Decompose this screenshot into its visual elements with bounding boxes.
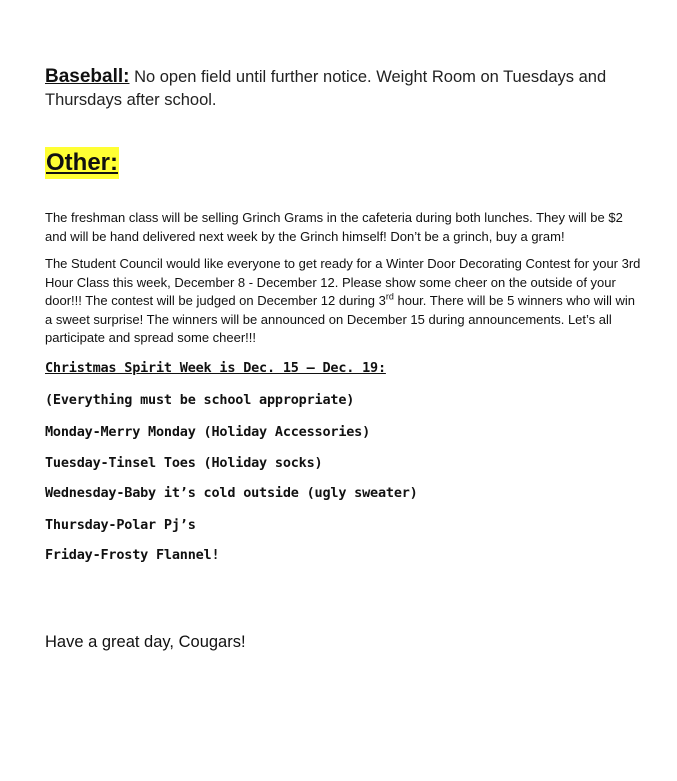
other-heading: Other: xyxy=(45,147,119,179)
baseball-announcement xyxy=(45,65,645,112)
baseball-text: No open field until further notice. Weight Room on Tuesdays and Thursdays after school. xyxy=(45,68,607,109)
closing-line: Have a great day, Cougars! xyxy=(45,633,246,651)
spirit-day-monday: Monday-Merry Monday (Holiday Accessories) xyxy=(45,424,371,440)
spirit-day-wednesday: Wednesday-Baby it’s cold outside (ugly sweater) xyxy=(45,485,418,501)
spirit-week-note: (Everything must be school appropriate) xyxy=(45,392,355,408)
baseball-label: Baseball: xyxy=(45,66,130,87)
door-contest-text-2: hour. There will be 5 winners who will win a sweet surprise! The winners will be announced on December 15 during announcements. Let’s all participate and spread some cheer!!! xyxy=(45,293,635,345)
spirit-day-tuesday: Tuesday-Tinsel Toes (Holiday socks) xyxy=(45,455,323,471)
door-contest-paragraph xyxy=(45,255,645,348)
ordinal-superscript: rd xyxy=(385,291,394,302)
door-contest-text-1: The Student Council would like everyone to get ready for a Winter Door Decorating Contest for your 3rd Hour Class this week, December 8 - December 12. Please show some cheer on the outside of your door!!! The contest will be judged on December 12 during 3 xyxy=(45,256,641,308)
spirit-day-thursday: Thursday-Polar Pj’s xyxy=(45,517,196,533)
grinch-grams-paragraph: The freshman class will be selling Grinch Grams in the cafeteria during both lunches. They will be $2 and will be hand delivered next week by the Grinch himself! Don’t be a grinch, buy a gram! xyxy=(45,210,623,244)
spirit-day-friday: Friday-Frosty Flannel! xyxy=(45,547,220,563)
spirit-week-title: Christmas Spirit Week is Dec. 15 – Dec. 19: xyxy=(45,360,386,376)
